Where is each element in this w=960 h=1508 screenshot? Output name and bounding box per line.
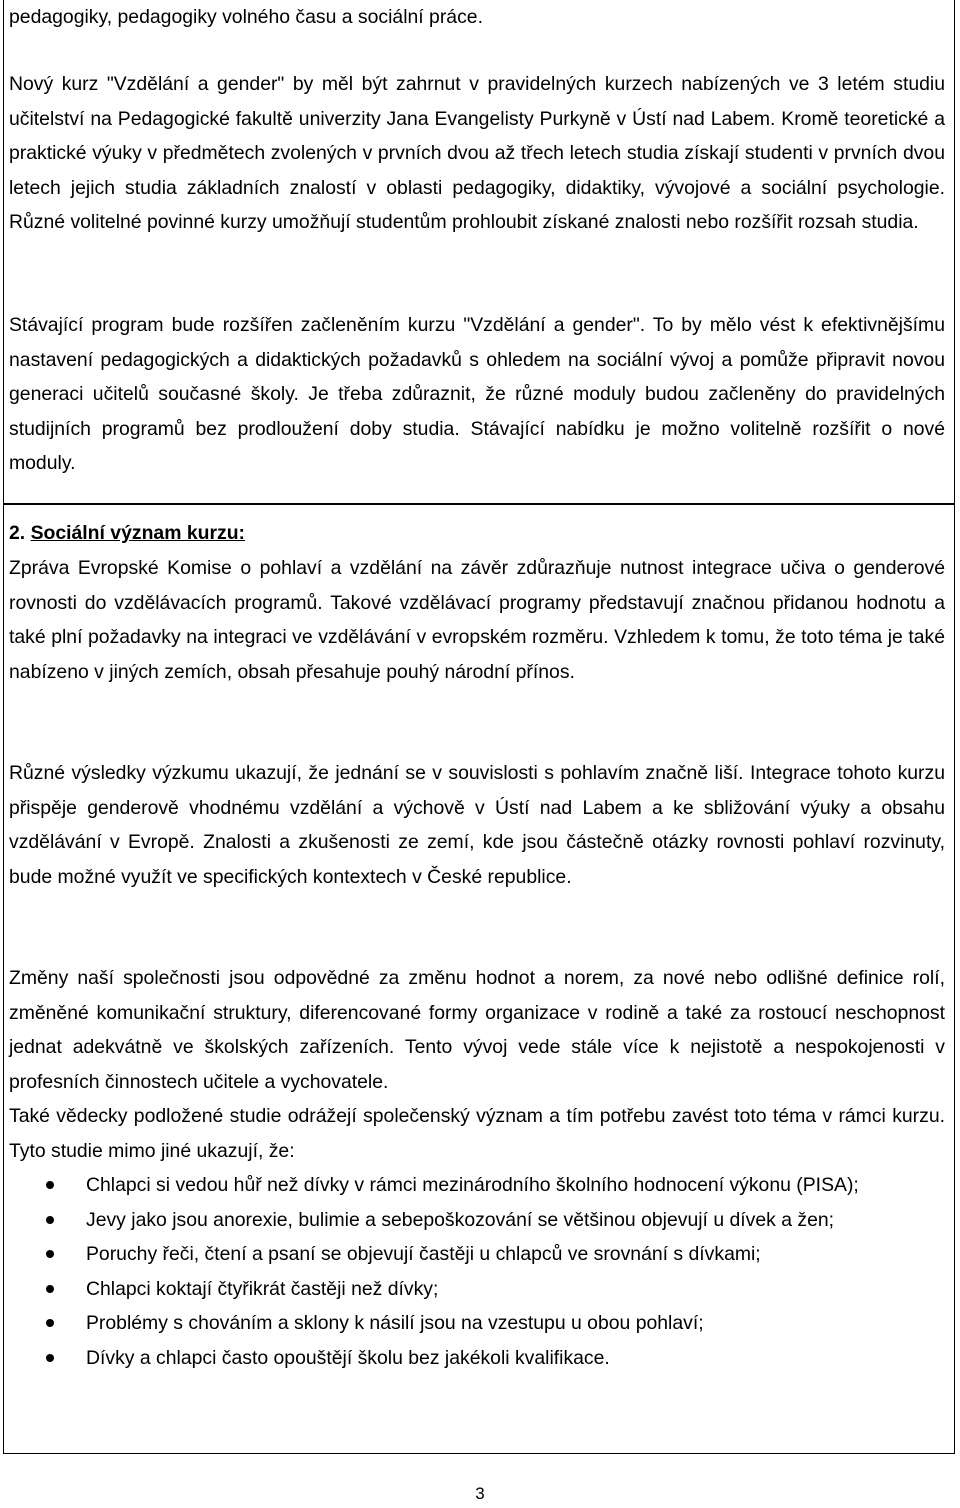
paragraph-new-course: Nový kurz "Vzdělání a gender" by měl být zahrnut v pravidelných kurzech nabízených ve 3 letém studiu učitelství na Pedagogické fakultě univerzity Jana Evangelisty Purkyně v Ústí nad Labem. Kromě teoretické a praktické výuky v předmětech zvolených v prvních dvou až třech letech studia získají studenti v prvních dvou letech jejich studia základních znalostí v oblasti pedagogiky, didaktiky, vývojové a sociální psychologie. Různé volitelné povinné kurzy umožňují studentům prohloubit získané znalosti nebo rozšířit rozsah studia.	[9, 73, 945, 233]
section-2-title: Sociální význam kurzu:	[30, 522, 245, 544]
paragraph-changes: Změny naší společnosti jsou odpovědné za změnu hodnot a norem, za nové nebo odlišné definice rolí, změněné komunikační struktury, diferencované formy organizace v rodině a také za rostoucí neschopnost jednat adekvátně ve školských zařízeních. Tento vývoj vede stále více k nejistotě a nespokojenosti v profesních činnostech učitele a vychovatele.	[9, 967, 945, 1093]
bullet-icon	[46, 1181, 54, 1189]
section-2-number: 2.	[9, 522, 26, 544]
page-number: 3	[475, 1484, 485, 1503]
list-item: Poruchy řeči, čtení a psaní se objevují častěji u chlapců ve srovnání s dívkami;	[9, 1237, 945, 1272]
list-item: Jevy jako jsou anorexie, bulimie a sebepoškozování se většinou objevují u dívek a žen;	[9, 1203, 945, 1238]
list-item: Chlapci si vedou hůř než dívky v rámci mezinárodního školního hodnocení výkonu (PISA);	[9, 1168, 945, 1203]
bullet-icon	[46, 1319, 54, 1327]
section-2-heading	[9, 516, 945, 551]
list-item: Problémy s chováním a sklony k násilí jsou na vzestupu u obou pohlaví;	[9, 1306, 945, 1341]
bullet-icon	[46, 1250, 54, 1258]
bullet-icon	[46, 1285, 54, 1293]
intro-fragment: pedagogiky, pedagogiky volného času a sociální práce.	[9, 6, 483, 28]
paragraph-research: Různé výsledky výzkumu ukazují, že jednání se v souvislosti s pohlavím značně liší. Integrace tohoto kurzu přispěje genderově vhodnému vzdělání a výchově v Ústí nad Labem a ke sbližování výuky a obsahu vzdělávání v Evropě. Znalosti a zkušenosti ze zemí, kde jsou částečně otázky rovnosti pohlaví rozvinuty, bude možné využít ve specifických kontextech v České republice.	[9, 762, 945, 888]
paragraph-studies: Také vědecky podložené studie odrážejí společenský význam a tím potřebu zavést toto téma v rámci kurzu. Tyto studie mimo jiné ukazují, že:	[9, 1105, 945, 1162]
bullet-icon	[46, 1354, 54, 1362]
list-item: Dívky a chlapci často opouštějí školu bez jakékoli kvalifikace.	[9, 1341, 945, 1376]
paragraph-existing-program: Stávající program bude rozšířen začleněním kurzu "Vzdělání a gender". To by mělo vést k efektivnějšímu nastavení pedagogických a didaktických požadavků s ohledem na sociální vývoj a pomůže připravit novou generaci učitelů současné školy. Je třeba zdůraznit, že různé moduly budou začleněny do pravidelných studijních programů bez prodloužení doby studia. Stávající nabídku je možno volitelně rozšířit o nové moduly.	[9, 314, 945, 474]
paragraph-commission: Zpráva Evropské Komise o pohlaví a vzdělání na závěr zdůrazňuje nutnost integrace učiva o genderové rovnosti do vzdělávacích programů. Takové vzdělávací programy představují značnou přidanou hodnotu a také plní požadavky na integraci ve vzdělávání v evropském rozměru. Vzhledem k tomu, že toto téma je také nabízeno v jiných zemích, obsah přesahuje pouhý národní přínos.	[9, 557, 945, 683]
list-item: Chlapci koktají čtyřikrát častěji než dívky;	[9, 1272, 945, 1307]
bullet-icon	[46, 1216, 54, 1224]
findings-list	[9, 1168, 945, 1375]
